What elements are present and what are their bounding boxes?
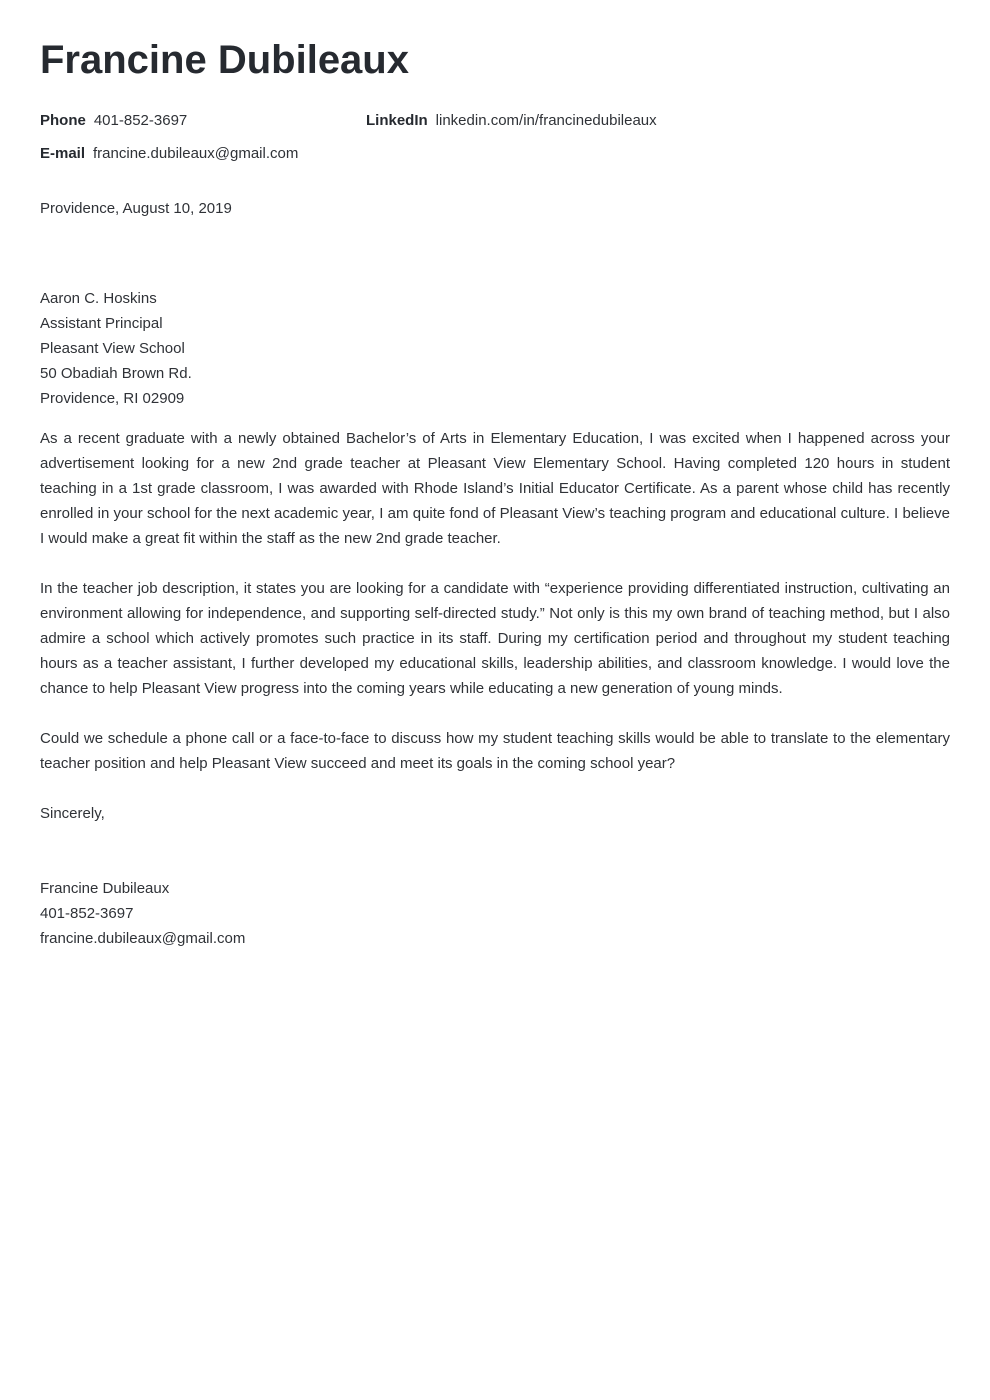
recipient-organization: Pleasant View School: [40, 340, 185, 357]
linkedin-value: linkedin.com/in/francinedubileaux: [435, 112, 657, 129]
linkedin-label: LinkedIn: [366, 112, 428, 129]
signature-phone: 401-852-3697: [40, 905, 134, 922]
body-paragraph-3: Could we schedule a phone call or a face-to-face to discuss how my student teaching skills would be able to translate to the elementary teacher position and help Pleasant View succeed and meet its goals in the coming school year?: [40, 730, 950, 772]
phone-value: 401-852-3697: [93, 112, 188, 129]
closing: Sincerely,: [40, 805, 105, 822]
recipient-city: Providence, RI 02909: [40, 390, 185, 407]
contact-phone: [40, 112, 187, 130]
signature-name: Francine Dubileaux: [40, 880, 170, 897]
email-label: E-mail: [40, 145, 86, 162]
phone-label: Phone: [40, 112, 86, 129]
contact-email: [40, 145, 298, 163]
recipient-street: 50 Obadiah Brown Rd.: [40, 365, 192, 382]
body-paragraph-2: In the teacher job description, it states you are looking for a candidate with “experience providing differentiated instruction, cultivating an environment allowing for independence, and supporting self-directed study.” Not only is this my own brand of teaching method, but I also admire a school which actively promotes such practice in its staff. During my certification period and throughout my student teaching hours as a teacher assistant, I further developed my educational skills, leadership abilities, and classroom knowledge. I would love the chance to help Pleasant View progress into the coming years while educating a new generation of young minds.: [40, 580, 950, 697]
contact-linkedin: [366, 112, 657, 130]
body-paragraph-1: As a recent graduate with a newly obtained Bachelor’s of Arts in Elementary Education, I was excited when I happened across your advertisement looking for a new 2nd grade teacher at Pleasant View Elementary School. Having completed 120 hours in student teaching in a 1st grade classroom, I was awarded with Rhode Island’s Initial Educator Certificate. As a parent whose child has recently enrolled in your school for the next academic year, I am quite fond of Pleasant View’s teaching program and educational culture. I believe I would make a great fit within the staff as the new 2nd grade teacher.: [40, 430, 950, 547]
applicant-name: Francine Dubileaux: [40, 38, 409, 82]
recipient-name: Aaron C. Hoskins: [40, 290, 157, 307]
email-value: francine.dubileaux@gmail.com: [93, 145, 299, 162]
recipient-title: Assistant Principal: [40, 315, 163, 332]
date-line: Providence, August 10, 2019: [40, 200, 232, 217]
signature-email: francine.dubileaux@gmail.com: [40, 930, 246, 947]
